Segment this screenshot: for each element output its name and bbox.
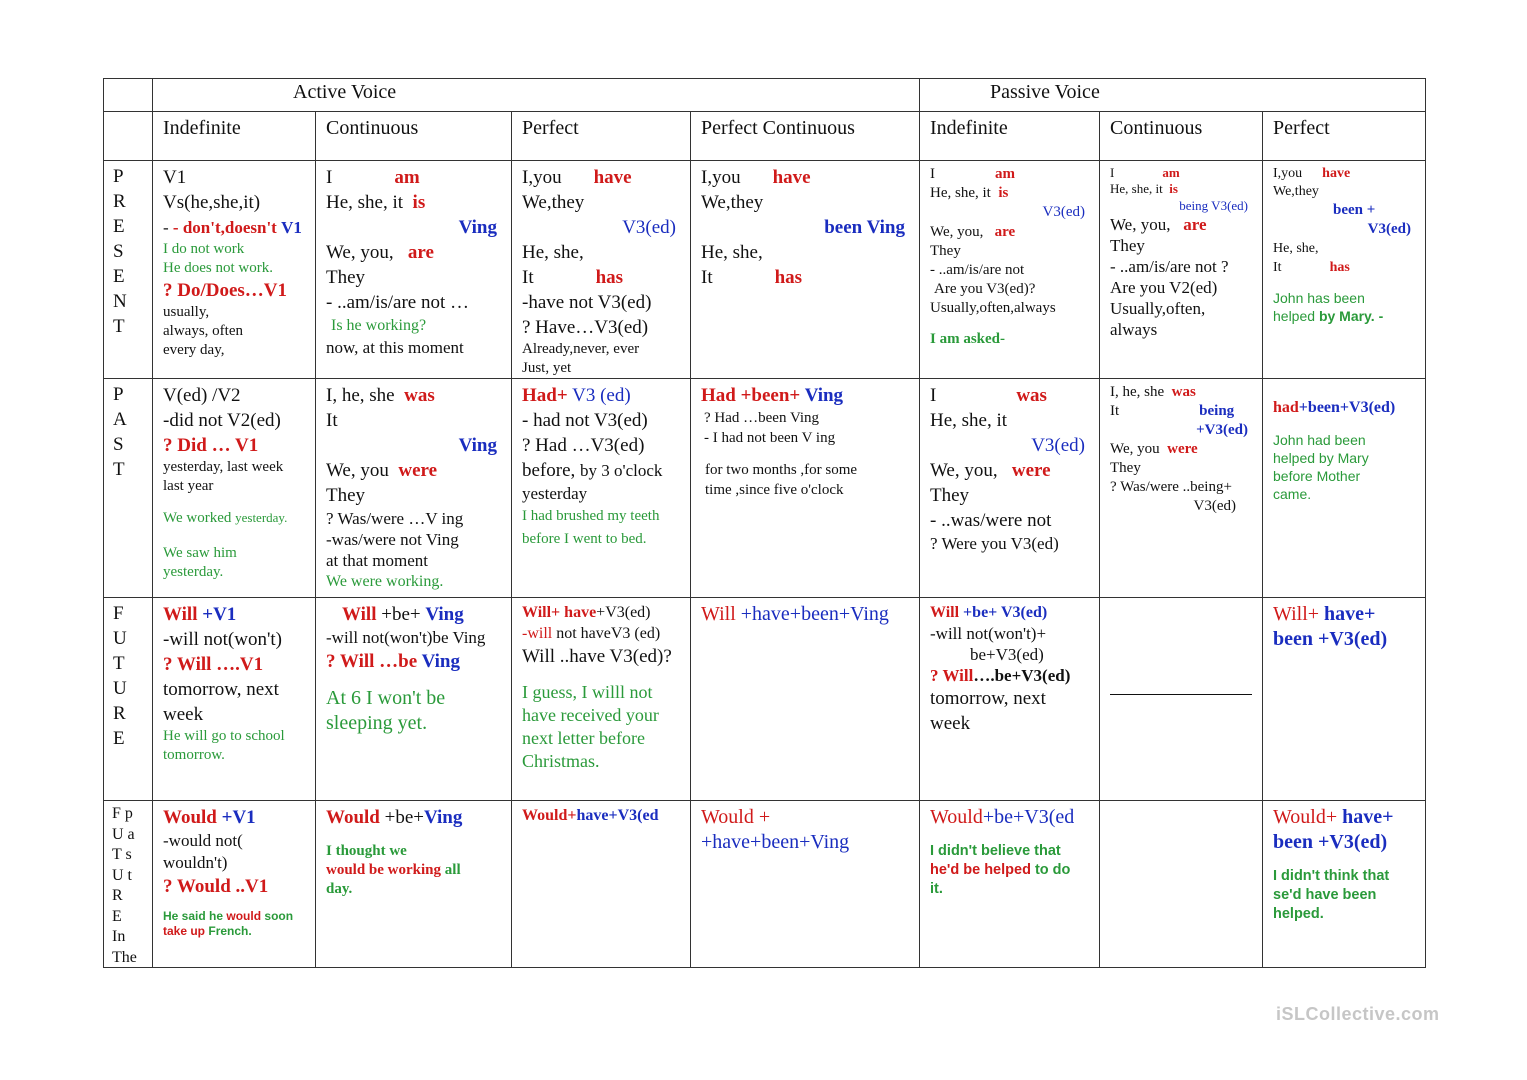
negative-form: -was/were not Ving [326,530,459,549]
past-active-perfect-continuous [691,379,919,597]
example: He will go to school [163,728,285,744]
col-header-active-perfect [512,112,690,160]
example: it. [930,881,943,897]
auxiliary: are [1183,215,1207,234]
pronoun: We,they [522,192,585,213]
pronoun: We,they [701,192,764,213]
passive-voice-header [920,79,1425,111]
formula: Ving [458,217,497,238]
row-letter: R [112,887,123,904]
pronoun: He, she, [701,242,763,263]
time-marker: last year [163,478,214,494]
pronoun: He, she, it [930,185,991,201]
pronoun: He, she, it [1110,181,1163,196]
row-letter: In [112,928,126,945]
auxiliary: am [995,166,1015,182]
negative-form: - I had not been V ing [704,430,836,446]
question-form: ? Would ..V1 [163,876,269,897]
row-label-future [104,599,152,751]
example: day. [326,881,353,897]
question-form: ? Will …be [326,651,418,672]
col-header-passive-perfect [1263,112,1425,160]
row-letter: The [112,948,137,966]
auxiliary: was [1016,385,1047,406]
formula: +have+been+Ving [740,603,889,625]
example: We saw him [163,545,237,561]
time-marker: week [930,713,971,734]
negative-form: -would not( [163,831,243,850]
fitp-passive-perfect [1263,801,1425,967]
time-marker: usually, [163,304,210,320]
past-passive-perfect [1263,379,1425,597]
auxiliary: Will [701,603,736,625]
col-label: Perfect [1273,117,1330,139]
pronoun: They [930,485,970,506]
auxiliary: was [404,385,435,406]
time-marker: Already,never, ever [522,341,640,357]
pronoun: I [1110,165,1115,180]
negative-form: - ..am/is/are not … [326,292,469,313]
auxiliary: Will+ [522,604,561,621]
pronoun: It [326,410,338,431]
negative-form: -will not(won't)+ [930,624,1047,643]
pronoun: I [930,385,937,406]
question-form: ? Do/Does…V1 [163,280,288,301]
row-letter: U t [112,866,132,884]
pronoun: It [1110,403,1120,419]
formula: being [1199,403,1235,419]
negative-form: - ..was/were not [930,510,1052,531]
present-passive-indefinite [920,161,1099,378]
future-passive-perfect [1263,598,1425,800]
example: se'd have been [1273,887,1377,903]
past-active-indefinite [153,379,315,597]
auxiliary: Would+ [522,807,577,824]
present-active-indefinite: V1 Vs(he,she,it) - - don't,doesn't V1 I do not work He does not work. ? Do/Does…V1 usually, always, often every day, [153,161,315,378]
auxiliary: has [774,267,803,288]
watermark: iSLCollective.com [1276,1004,1440,1024]
example: He said he [163,909,224,923]
example: At 6 I won't be [326,687,446,709]
auxiliary: Had [701,385,736,406]
negative-form: -have not V3(ed) [522,292,652,313]
formula: been Ving [824,217,905,238]
formula: V3(ed) [1031,435,1085,456]
pronoun: We, you, [1110,215,1171,234]
example: sleeping yet. [326,712,428,734]
auxiliary: -will [522,625,553,642]
formula: V3(ed) [1367,221,1411,237]
formula: +V1 [202,604,237,625]
time-marker: before, [522,460,576,481]
formula: be+V3(ed) [970,645,1044,664]
example: I didn't think that [1273,868,1390,884]
example: I didn't believe that [930,843,1061,859]
pronoun: He, she, [1273,241,1319,256]
time-marker: time ,since five o'clock [705,482,844,498]
question-form: ? Have…V3(ed) [522,317,649,338]
time-marker: at that moment [326,551,428,570]
formula: Vs(he,she,it) [163,192,261,213]
pronoun: I, he, she [1110,384,1165,400]
auxiliary: is [998,185,1009,201]
col-label: Indefinite [930,117,1008,139]
pronoun: They [326,485,366,506]
formula: been +V3(ed) [1273,831,1388,853]
row-letter: T s [112,846,132,863]
row-letter: R [113,703,126,724]
example: before Mother [1273,468,1361,484]
question-form: ? Was/were …V ing [326,509,464,528]
auxiliary: Will+ [1273,603,1320,625]
example: all [444,862,461,878]
question-form: ? Had …V3(ed) [522,435,645,456]
example: John had been [1273,432,1366,448]
question-form: ? Had …been Ving [704,410,820,426]
question-form: ? Will ….V1 [163,654,264,675]
row-letter: F p [112,805,133,822]
row-letter: E [113,216,125,237]
pronoun: It [701,267,713,288]
future-active-perfect-continuous [691,598,919,800]
auxiliary: are [407,242,434,263]
negative-form: - had not V3(ed) [522,410,648,431]
example: yesterday. [163,564,224,580]
present-active-perfect-continuous [691,161,919,378]
row-letter: S [113,434,124,455]
auxiliary: Will [342,604,377,625]
time-marker: tomorrow, next [163,679,279,700]
example: He does not work. [163,260,273,276]
col-header-passive-indefinite [920,112,1099,160]
example: tomorrow. [163,747,225,763]
formula: Ving [421,651,460,672]
auxiliary: were [398,460,438,481]
example: would be working [326,862,442,878]
pronoun: We, you, [326,242,394,263]
formula: +have+been+Ving [701,831,850,853]
row-letter: U a [112,825,135,843]
row-letter: E [112,907,122,925]
example: I am asked- [930,331,1006,347]
pronoun: It [522,267,534,288]
pronoun: He, she, it [930,410,1008,431]
example: came. [1273,486,1312,502]
pronoun: I,you [701,167,741,188]
formula: +been+V3(ed) [1298,399,1396,416]
negative-form: - ..am/is/are not [930,262,1025,278]
formula: V1 [163,167,187,188]
not-used-dash [1110,694,1252,695]
row-letter: U [113,678,127,699]
example: helped [1273,308,1316,324]
row-letter: E [113,728,125,749]
formula: been + [1333,202,1376,218]
pronoun: He, she, [522,242,584,263]
time-marker: Just, yet [522,360,572,376]
auxiliary: Will [930,604,960,621]
pronoun: We, you [326,460,389,481]
formula: V1 [281,218,302,237]
present-passive-perfect [1263,161,1425,378]
pronoun: They [930,243,961,259]
auxiliary: am [1162,165,1180,180]
auxiliary: were [1011,460,1051,481]
example: yesterday. [235,510,288,525]
time-marker: for two months ,for some [705,462,858,478]
future-active-continuous [316,598,511,800]
col-header-passive-continuous [1100,112,1262,160]
auxiliary: Will [163,604,198,625]
grid-line [1425,78,1426,968]
example: take up [163,924,206,938]
fitp-passive-indefinite [920,801,1099,967]
example: to do [1034,862,1071,878]
time-marker: Usually,often, [1110,299,1206,318]
future-active-perfect [512,598,690,800]
auxiliary: Would + [701,806,771,828]
pronoun: We,they [1273,184,1319,199]
example: before I went to bed. [522,531,647,547]
row-letter: P [113,166,124,187]
example: I do not work [163,241,245,257]
fitp-active-perfect-continuous [691,801,919,967]
pronoun: I [326,167,333,188]
negative-form: -did not V2(ed) [163,410,281,431]
formula: Ving [424,807,463,828]
example: I guess, I willl not [522,682,653,702]
auxiliary: +been+ [740,385,801,406]
formula: have+ [1324,603,1376,625]
negative-form: - don't,doesn't [172,218,277,237]
negative-form: - ..am/is/are not ? [1110,257,1229,276]
auxiliary: Would [163,807,217,828]
row-letter: R [113,191,126,212]
pronoun: We, you, [930,460,998,481]
pronoun: He, she, it [326,192,404,213]
formula: +be+ [381,604,421,625]
past-passive-continuous [1100,379,1262,597]
formula: V(ed) /V2 [163,385,241,406]
col-label: Perfect [522,117,579,139]
pronoun: I, he, she [326,385,395,406]
question-form: ? Were you V3(ed) [930,534,1059,553]
grid-line [103,967,1426,968]
pronoun: They [326,267,366,288]
example: helped. [1273,906,1324,922]
formula: V3(ed) [622,217,676,238]
row-letter: A [113,409,127,430]
row-letter: T [113,316,125,337]
formula: V3 (ed) [572,385,631,406]
formula: V3(ed) [1042,204,1085,220]
formula: have+ [1342,806,1394,828]
fitp-active-continuous [316,801,511,967]
question-form: ? Was/were ..being+ [1110,479,1232,495]
example: John has been [1273,290,1365,306]
auxiliary: have [593,167,632,188]
pronoun: They [1110,460,1141,476]
row-label-past [104,380,152,482]
negative-form: -will not(won't)be Ving [326,628,486,647]
question-form: Are you V2(ed) [1110,278,1218,297]
formula: +be+ V3(ed) [963,604,1048,621]
question-form: ? Will [930,666,974,685]
auxiliary: have [772,167,811,188]
time-marker: every day, [163,342,225,358]
auxiliary: have [1322,166,1351,181]
row-letter: T [113,653,125,674]
time-marker: Usually,often,always [930,300,1056,316]
tenses-table [103,78,1426,968]
formula: +V3(ed) [1196,422,1248,438]
pronoun: I,you [1273,166,1303,181]
formula: ….be+V3(ed) [973,666,1071,685]
auxiliary: had [1273,399,1299,416]
time-marker: now, at this moment [326,338,464,357]
row-label-future-in-the-past [104,802,152,968]
future-active-indefinite [153,598,315,800]
pronoun: They [1110,236,1145,255]
active-voice-label: Active Voice [293,81,397,103]
auxiliary: are [994,224,1016,240]
row-letter: F [113,603,124,624]
present-active-perfect [512,161,690,378]
formula: Ving [804,385,844,406]
time-marker: week [163,704,204,725]
time-marker: yesterday [522,484,588,503]
row-letter: S [113,241,124,262]
pronoun: I,you [522,167,562,188]
example: next letter before [522,728,645,748]
auxiliary: is [1169,181,1178,196]
example: soon [264,909,294,923]
col-header-active-continuous [316,112,511,160]
example: by Mary. - [1318,308,1384,324]
example: would [226,909,262,923]
example: French. [208,924,252,938]
present-passive-continuous [1100,161,1262,378]
future-passive-indefinite [920,598,1099,800]
formula: been +V3(ed) [1273,628,1388,650]
formula: have+V3(ed [576,807,659,824]
negative-form: wouldn't) [163,853,228,872]
question-form: ? Did … V1 [163,435,259,456]
auxiliary: were [1167,441,1198,457]
col-label: Continuous [326,117,419,139]
question-form: Are you V3(ed)? [934,281,1036,297]
auxiliary: am [394,167,420,188]
example: Is he working? [331,317,427,334]
time-marker: yesterday, last week [163,459,284,475]
auxiliary: is [412,192,426,213]
fitp-active-indefinite [153,801,315,967]
fitp-passive-continuous [1100,801,1262,967]
auxiliary: was [1171,384,1196,400]
fitp-active-perfect [512,801,690,967]
auxiliary: have [564,604,597,621]
time-marker: tomorrow, next [930,688,1046,709]
formula: being V3(ed) [1179,198,1248,213]
example: I thought we [326,843,407,859]
col-label: Perfect Continuous [701,117,855,139]
question-form: Will ..have V3(ed)? [522,646,672,667]
row-letter: T [113,459,125,480]
formula: Ving [425,604,464,625]
time-marker: always [1110,320,1158,339]
pronoun: It [1273,260,1282,275]
negative-form: -will not(won't) [163,629,282,650]
row-letter: P [113,384,124,405]
auxiliary: Would+ [1273,806,1338,828]
time-marker: always, often [163,323,243,339]
formula: V3(ed) [1193,498,1236,514]
passive-voice-label: Passive Voice [990,81,1100,103]
auxiliary: Would [930,806,983,828]
row-label-present [104,162,152,339]
example: We worked [163,510,232,526]
active-voice-header [153,79,919,111]
negative-form: not haveV3 (ed) [556,625,661,642]
col-label: Continuous [1110,117,1203,139]
col-header-active-indefinite [153,112,315,160]
present-active-continuous [316,161,511,378]
auxiliary: has [1329,260,1350,275]
pronoun: We, you, [930,224,984,240]
formula: +V1 [221,807,256,828]
col-header-active-perfect-continuous [691,112,919,160]
time-marker: by 3 o'clock [580,461,663,480]
example: helped by Mary [1273,450,1369,466]
formula: +be+V3(ed [982,806,1075,828]
example: Christmas. [522,751,600,771]
example: I had brushed my teeth [522,508,660,524]
pronoun: We, you [1110,441,1160,457]
auxiliary: Would [326,807,380,828]
pronoun: I [930,166,935,182]
future-passive-continuous [1100,598,1262,800]
formula: +V3(ed) [596,604,651,621]
auxiliary: has [595,267,624,288]
past-passive-indefinite [920,379,1099,597]
formula: +be+ [384,807,424,828]
col-label: Indefinite [163,117,241,139]
row-letter: U [113,628,127,649]
formula: Ving [458,435,497,456]
past-active-perfect [512,379,690,597]
row-letter: N [113,291,127,312]
auxiliary: Had+ [522,385,568,406]
example: have received your [522,705,659,725]
row-letter: E [113,266,125,287]
example: he'd be helped [930,862,1031,878]
example: We were working. [326,573,444,590]
past-active-continuous [316,379,511,597]
